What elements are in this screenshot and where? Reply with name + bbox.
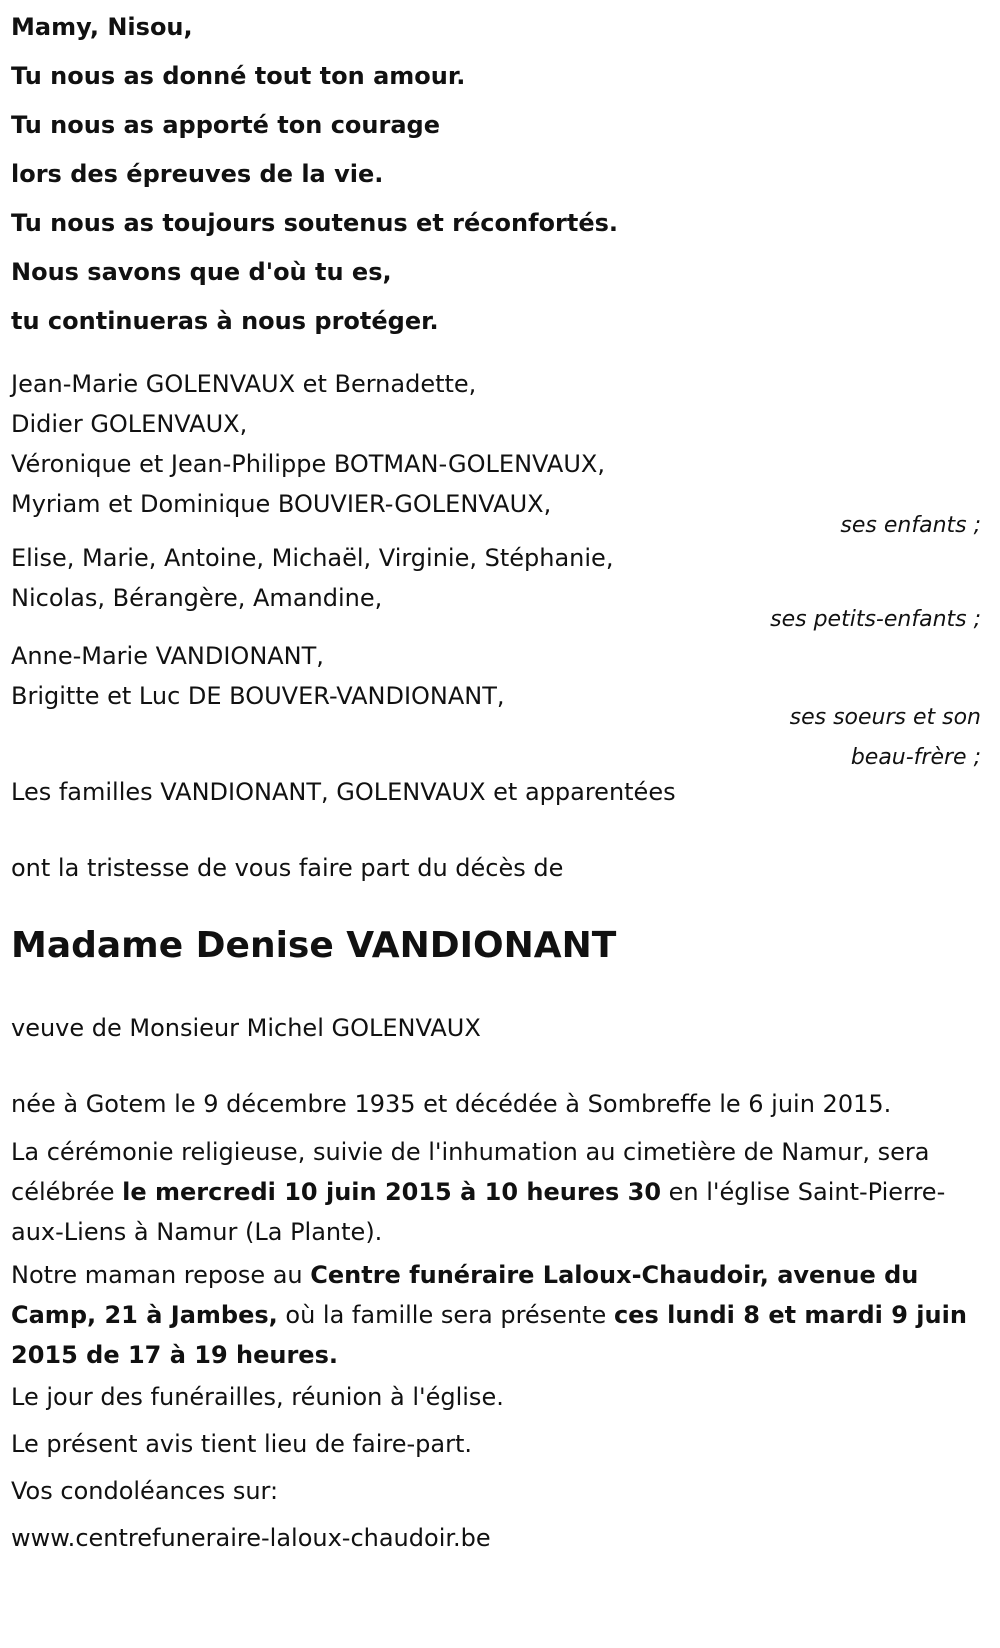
ceremony-location: en l'église Saint-Pierre-aux-Liens à Namur (La Plante). — [11, 1178, 946, 1246]
announcement: ont la tristesse de vous faire part du décès de — [11, 854, 564, 882]
birth-death: née à Gotem le 9 décembre 1935 et décédée à Sombreffe le 6 juin 2015. — [11, 1090, 892, 1118]
widow-of: veuve de Monsieur Michel GOLENVAUX — [11, 1014, 481, 1042]
condolences-label: Vos condoléances sur: — [11, 1477, 279, 1505]
family-name: Elise, Marie, Antoine, Michaël, Virginie, Stéphanie, — [11, 544, 614, 572]
poem-line: Tu nous as apporté ton courage — [11, 111, 440, 139]
resting-text: Notre maman repose au — [11, 1261, 311, 1289]
poem-line: Nous savons que d'où tu es, — [11, 258, 392, 286]
family-name: Jean-Marie GOLENVAUX et Bernadette, — [11, 370, 477, 398]
poem-line: lors des épreuves de la vie. — [11, 160, 384, 188]
poem-line: Tu nous as donné tout ton amour. — [11, 62, 466, 90]
deceased-name: Madame Denise VANDIONANT — [11, 925, 617, 966]
notice-line: Le présent avis tient lieu de faire-part. — [11, 1430, 473, 1458]
ceremony-date: le mercredi 10 juin 2015 à 10 heures 30 — [122, 1178, 662, 1206]
ceremony-text: La cérémonie religieuse, suivie de l'inhumation au cimetière de Namur, sera célébrée — [11, 1138, 930, 1206]
family-name: Brigitte et Luc DE BOUVER-VANDIONANT, — [11, 682, 505, 710]
families-line: Les familles VANDIONANT, GOLENVAUX et apparentées — [11, 778, 676, 806]
children-group — [11, 364, 991, 546]
funeral-day: Le jour des funérailles, réunion à l'église. — [11, 1383, 504, 1411]
family-name: Myriam et Dominique BOUVIER-GOLENVAUX, — [11, 490, 552, 518]
resting-paragraph — [11, 1255, 981, 1375]
visiting-dates: ces lundi 8 et mardi 9 juin 2015 de 17 à 19 heures. — [11, 1301, 967, 1369]
resting-place: Centre funéraire Laloux-Chaudoir, avenue du Camp, 21 à Jambes, — [11, 1261, 919, 1329]
poem-line: tu continueras à nous protéger. — [11, 307, 439, 335]
relation-label: beau-frère ; — [850, 745, 981, 770]
relation-label: ses soeurs et son — [789, 705, 981, 730]
family-name: Didier GOLENVAUX, — [11, 410, 248, 438]
poem-line: Tu nous as toujours soutenus et réconfortés. — [11, 209, 618, 237]
website-link[interactable]: www.centrefuneraire-laloux-chaudoir.be — [11, 1524, 491, 1552]
relation-label: ses petits-enfants ; — [770, 607, 981, 632]
family-name: Véronique et Jean-Philippe BOTMAN-GOLENVAUX, — [11, 450, 605, 478]
poem — [11, 0, 618, 346]
family-name: Nicolas, Bérangère, Amandine, — [11, 584, 383, 612]
resting-text-middle: où la famille sera présente — [277, 1301, 614, 1329]
relation-label: ses enfants ; — [840, 513, 981, 538]
poem-line: Mamy, Nisou, — [11, 13, 193, 41]
grandchildren-group — [11, 538, 991, 640]
family-name: Anne-Marie VANDIONANT, — [11, 642, 324, 670]
siblings-group — [11, 636, 991, 776]
ceremony-paragraph — [11, 1132, 981, 1252]
